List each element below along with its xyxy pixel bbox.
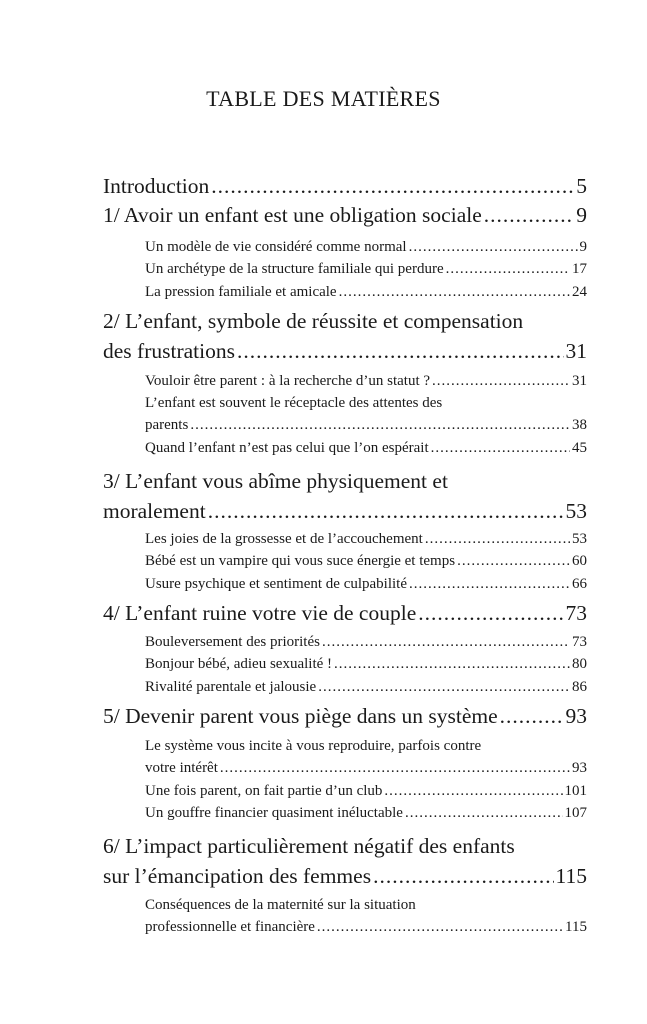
entry-title: 3/ L’enfant vous abîme physiquement et <box>103 469 448 493</box>
page-number: 86 <box>572 679 587 695</box>
entry-title: Rivalité parentale et jalousie <box>145 679 317 695</box>
dot-leader <box>457 550 570 572</box>
entry-title: 1/ Avoir un enfant est une obligation sociale <box>103 203 482 227</box>
entry-title: L’enfant est souvent le réceptacle des attentes des <box>145 395 443 411</box>
entry-title: Introduction <box>103 174 210 198</box>
entry-title: Un archétype de la structure familiale qui perdure <box>145 261 444 277</box>
entry-title: Un modèle de vie considéré comme normal <box>145 239 407 255</box>
dot-leader <box>190 414 570 436</box>
entry-title: Conséquences de la maternité sur la situation <box>145 897 416 913</box>
entry-title: votre intérêt <box>145 760 218 776</box>
toc-line <box>103 171 587 201</box>
dot-leader <box>405 802 563 824</box>
dot-leader <box>384 780 562 802</box>
entry-title: Vouloir être parent : à la recherche d’un statut ? <box>145 373 431 389</box>
toc-line <box>145 437 587 459</box>
dot-leader <box>418 598 563 628</box>
dot-leader <box>409 236 578 258</box>
dot-leader <box>425 528 570 550</box>
toc-line <box>145 780 587 802</box>
page-number: 60 <box>572 553 587 569</box>
entry-title: 4/ L’enfant ruine votre vie de couple <box>103 601 417 625</box>
page-number: 115 <box>565 919 587 935</box>
toc-line <box>103 598 587 628</box>
entry-title: Quand l’enfant n’est pas celui que l’on espérait <box>145 440 429 456</box>
dot-leader <box>334 653 570 675</box>
toc-line <box>103 466 587 496</box>
page-title: TABLE DES MATIÈRES <box>206 86 441 111</box>
toc-line <box>145 735 587 757</box>
page-number: 101 <box>564 783 587 799</box>
dot-leader <box>317 916 563 938</box>
toc-line <box>145 894 587 916</box>
entry-title: parents <box>145 417 189 433</box>
toc-line <box>145 281 587 303</box>
dot-leader <box>220 757 570 779</box>
dot-leader <box>208 496 564 526</box>
toc-line <box>145 236 587 258</box>
toc-line <box>103 861 587 891</box>
page-number: 53 <box>572 531 587 547</box>
page-number: 66 <box>572 576 587 592</box>
toc-line <box>103 306 587 336</box>
page-number: 115 <box>555 864 587 888</box>
dot-leader <box>211 171 574 201</box>
entry-title: sur l’émancipation des femmes <box>103 864 372 888</box>
page-number: 73 <box>565 601 587 625</box>
page-number: 93 <box>565 704 587 728</box>
entry-title: Une fois parent, on fait partie d’un club <box>145 783 383 799</box>
toc-line <box>145 676 587 698</box>
page-number: 45 <box>572 440 587 456</box>
page-number: 17 <box>572 261 587 277</box>
page-number: 80 <box>572 656 587 672</box>
toc-line <box>145 370 587 392</box>
entry-title: Bébé est un vampire qui vous suce énergie et temps <box>145 553 456 569</box>
entry-title: professionnelle et financière <box>145 919 315 935</box>
toc-line <box>145 757 587 779</box>
toc-line <box>103 701 587 731</box>
page-number: 9 <box>579 239 587 255</box>
toc-line <box>103 831 587 861</box>
toc-line <box>145 414 587 436</box>
entry-title: Les joies de la grossesse et de l’accouchement <box>145 531 423 547</box>
page-number: 73 <box>572 634 587 650</box>
entry-title: moralement <box>103 499 206 523</box>
entry-title: Le système vous incite à vous reproduire, parfois contre <box>145 738 482 754</box>
toc-line <box>103 336 587 366</box>
page-number: 53 <box>565 499 587 523</box>
page-number: 107 <box>564 805 587 821</box>
dot-leader <box>318 676 570 698</box>
dot-leader <box>500 701 564 731</box>
toc-line <box>145 258 587 280</box>
entry-title: des frustrations <box>103 339 235 363</box>
dot-leader <box>431 437 570 459</box>
entry-title: Un gouffre financier quasiment inéluctable <box>145 805 403 821</box>
toc-line <box>145 392 587 414</box>
entry-title: La pression familiale et amicale <box>145 284 337 300</box>
page-number: 5 <box>576 174 587 198</box>
toc-line <box>145 916 587 938</box>
toc-line <box>145 631 587 653</box>
page-number: 38 <box>572 417 587 433</box>
entry-title: Usure psychique et sentiment de culpabilité <box>145 576 408 592</box>
dot-leader <box>446 258 570 280</box>
page-number: 9 <box>576 203 587 227</box>
entry-title: 2/ L’enfant, symbole de réussite et compensation <box>103 309 524 333</box>
entry-title: Bonjour bébé, adieu sexualité ! <box>145 656 333 672</box>
entry-title: Bouleversement des priorités <box>145 634 320 650</box>
toc-line <box>103 200 587 230</box>
dot-leader <box>409 573 570 595</box>
page-number: 24 <box>572 284 587 300</box>
toc-line <box>103 496 587 526</box>
toc-line <box>145 550 587 572</box>
toc-line <box>145 573 587 595</box>
dot-leader <box>237 336 564 366</box>
page-number: 93 <box>572 760 587 776</box>
dot-leader <box>322 631 570 653</box>
dot-leader <box>432 370 570 392</box>
dot-leader <box>373 861 553 891</box>
page-number: 31 <box>565 339 587 363</box>
dot-leader <box>339 281 570 303</box>
toc-line <box>145 528 587 550</box>
toc-line <box>145 653 587 675</box>
dot-leader <box>484 200 575 230</box>
page-number: 31 <box>572 373 587 389</box>
entry-title: 6/ L’impact particulièrement négatif des enfants <box>103 834 515 858</box>
entry-title: 5/ Devenir parent vous piège dans un système <box>103 704 498 728</box>
toc-line <box>145 802 587 824</box>
